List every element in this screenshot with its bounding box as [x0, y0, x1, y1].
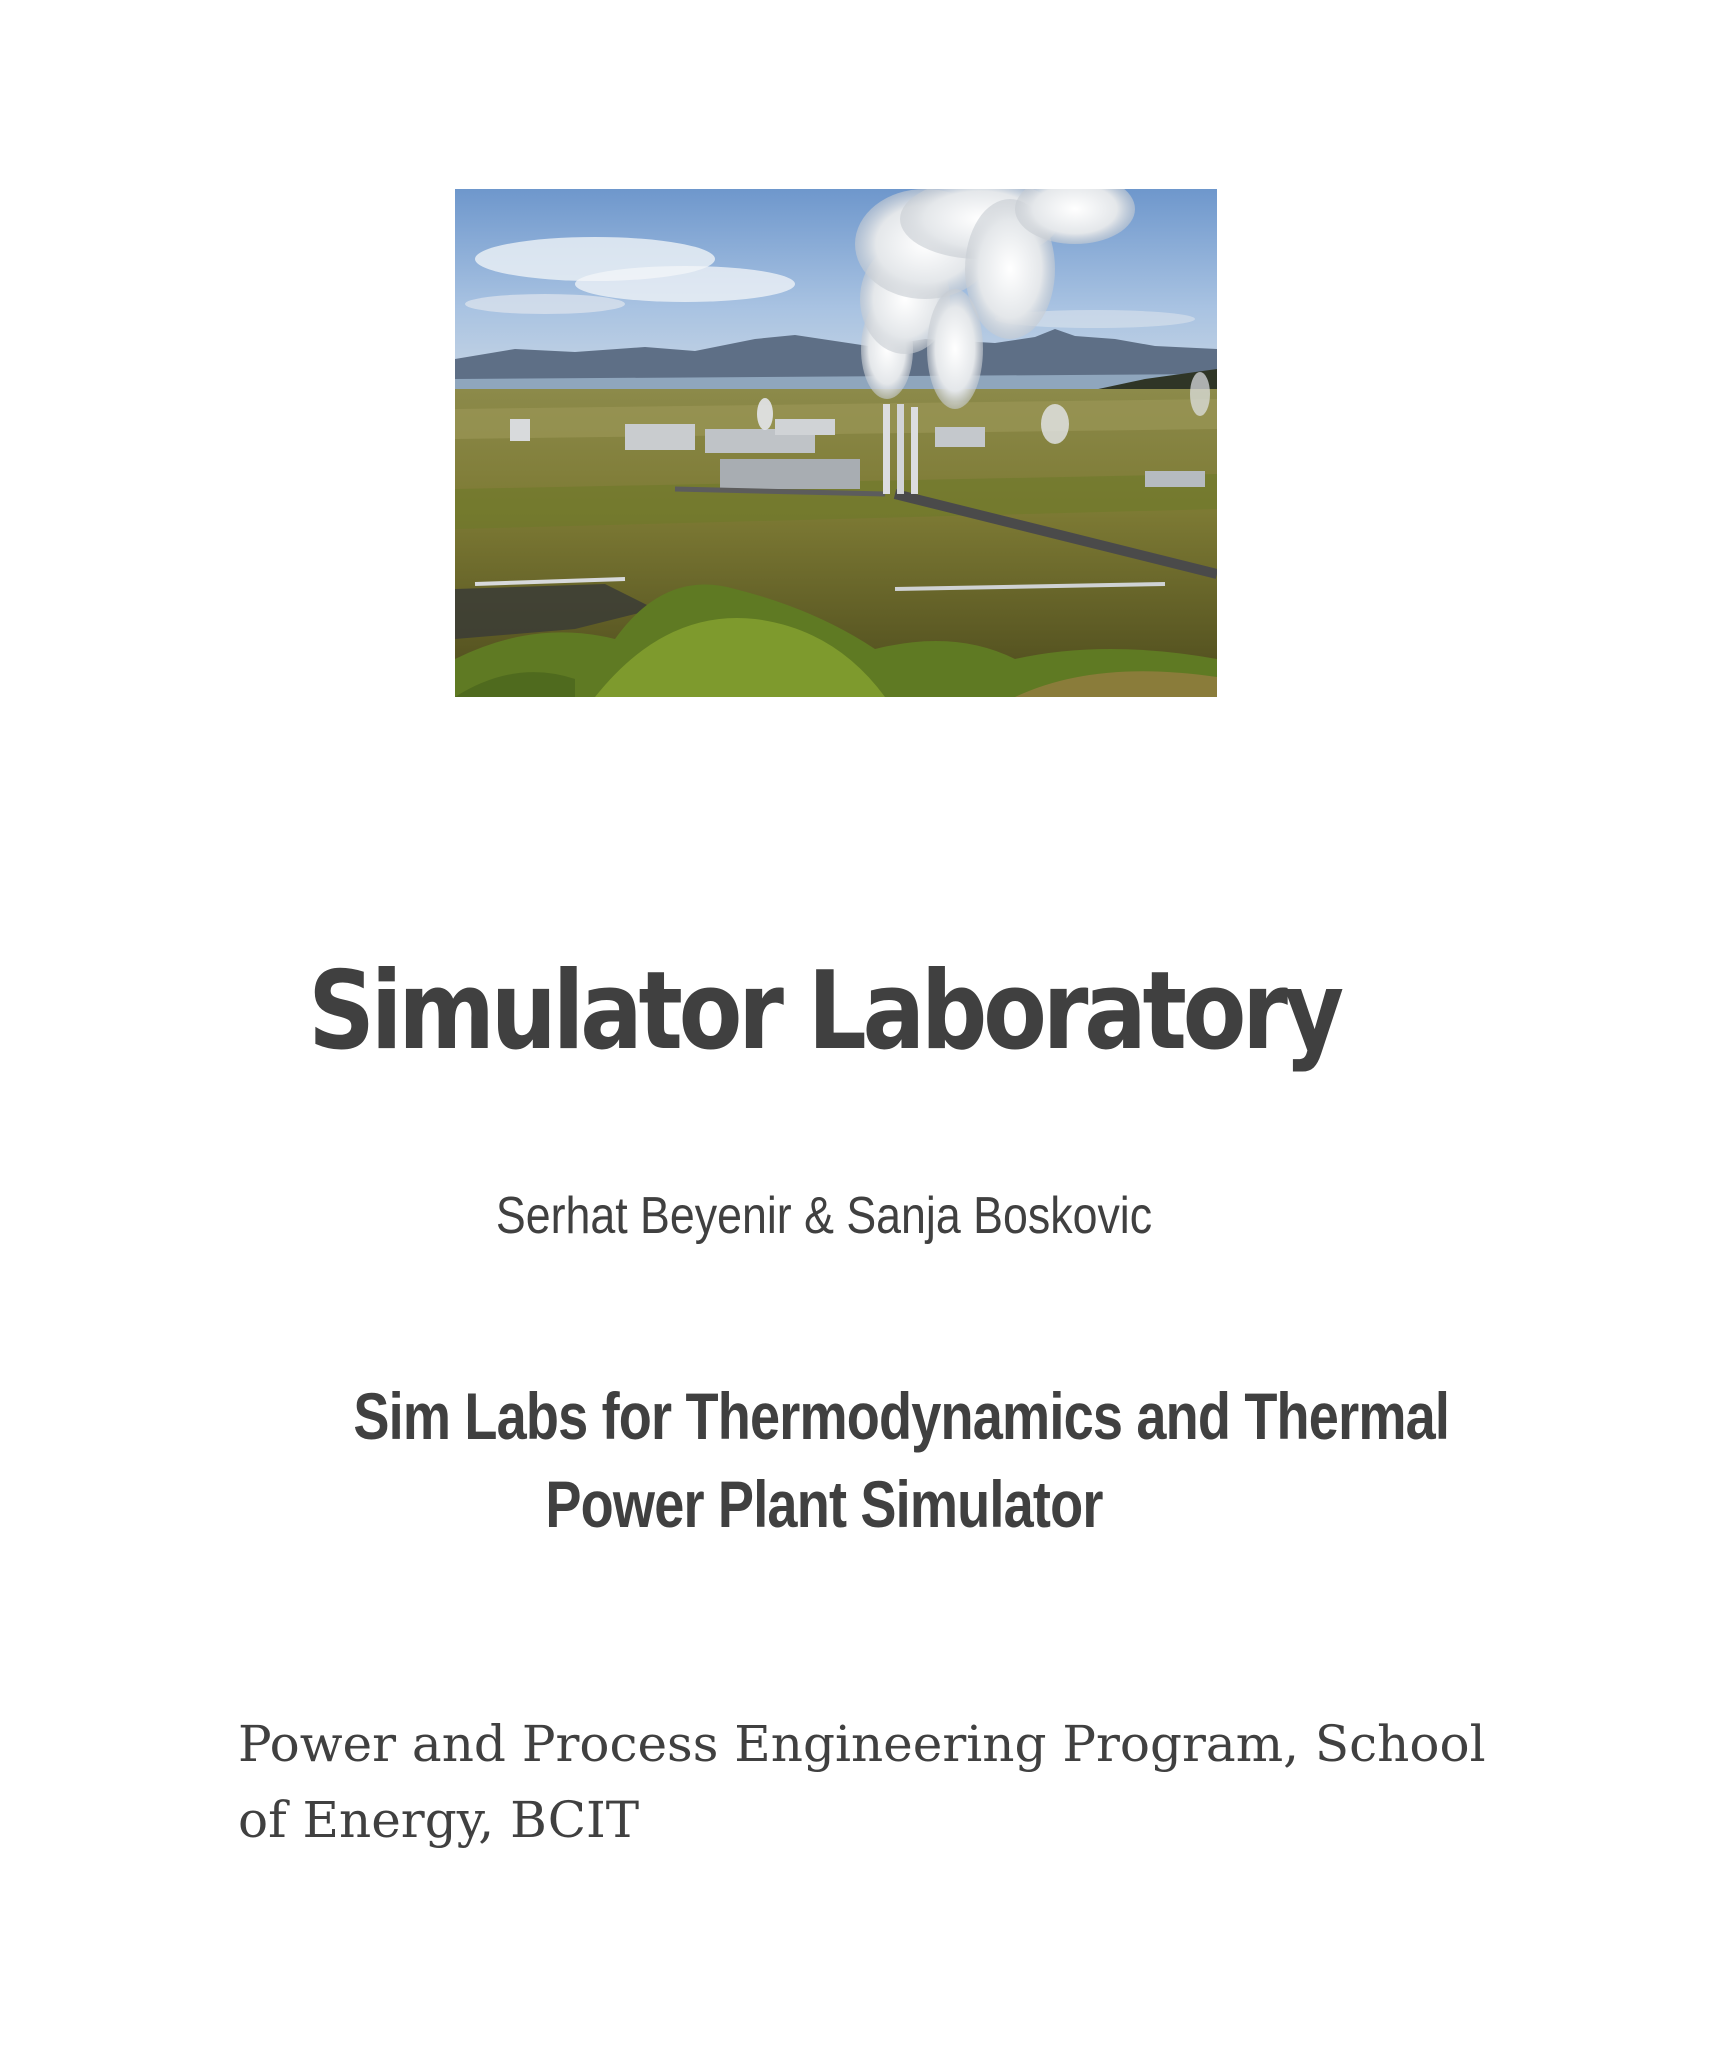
- subtitle-line: Sim Labs for Thermodynamics and Thermal: [353, 1379, 1450, 1453]
- document-subtitle: [250, 1372, 1450, 1548]
- affiliation-line: of Energy, BCIT: [238, 1791, 640, 1849]
- document-affiliation: [238, 1706, 1486, 1858]
- document-title: Simulator Laboratory: [308, 949, 1340, 1074]
- affiliation-line: Power and Process Engineering Program, School: [238, 1715, 1486, 1773]
- subtitle-line: Power Plant Simulator: [545, 1467, 1103, 1541]
- cover-image-geothermal-plant: [455, 189, 1217, 697]
- document-authors: Serhat Beyenir & Sanja Boskovic: [495, 1187, 1153, 1245]
